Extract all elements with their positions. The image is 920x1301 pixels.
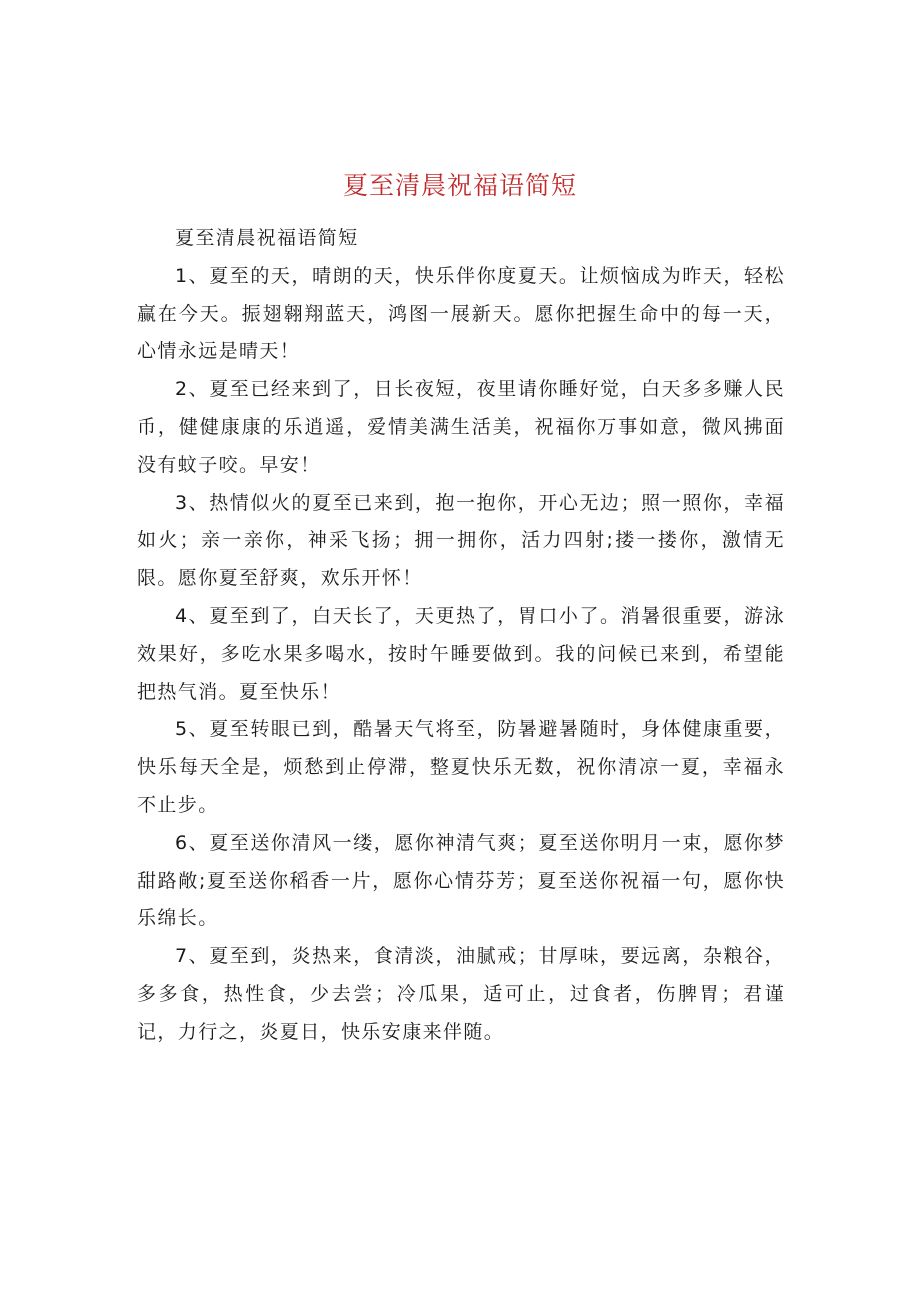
paragraph-7: 7、夏至到，炎热来，食清淡，油腻戒；甘厚味，要远离，杂粮谷，多多食，热性食，少去尝；冷瓜果，适可止，过食者，伤脾胃；君谨记，力行之，炎夏日，快乐安康来伴随。 (137, 945, 785, 1043)
document-body (137, 220, 785, 1052)
document-title: 夏至清晨祝福语简短 (342, 171, 577, 200)
paragraph-6: 6、夏至送你清风一缕，愿你神清气爽；夏至送你明月一束，愿你梦甜路敞;夏至送你稻香一片，愿你心情芬芳；夏至送你祝福一句，愿你快乐绵长。 (137, 831, 785, 930)
paragraph-2: 2、夏至已经来到了，日长夜短，夜里请你睡好觉，白天多多赚人民币，健健康康的乐逍遥，爱情美满生活美，祝福你万事如意，微风拂面没有蚊子咬。早安！ (137, 378, 785, 476)
paragraph-3: 3、热情似火的夏至已来到，抱一抱你，开心无边；照一照你，幸福如火；亲一亲你，神采飞扬；拥一拥你，活力四射;搂一搂你，激情无限。愿你夏至舒爽，欢乐开怀！ (137, 491, 785, 590)
paragraph-5: 5、夏至转眼已到，酷暑天气将至，防暑避暑随时，身体健康重要，快乐每天全是，烦愁到止停滞，整夏快乐无数，祝你清凉一夏，幸福永不止步。 (137, 718, 785, 816)
paragraph-1: 1、夏至的天，晴朗的天，快乐伴你度夏天。让烦恼成为昨天，轻松赢在今天。振翅翱翔蓝天，鸿图一展新天。愿你把握生命中的每一天，心情永远是晴天！ (137, 264, 785, 363)
paragraph-4: 4、夏至到了，白天长了，天更热了，胃口小了。消暑很重要，游泳效果好，多吃水果多喝水，按时午睡要做到。我的问候已来到，希望能把热气消。夏至快乐！ (137, 604, 785, 703)
document-subtitle: 夏至清晨祝福语简短 (175, 227, 359, 249)
